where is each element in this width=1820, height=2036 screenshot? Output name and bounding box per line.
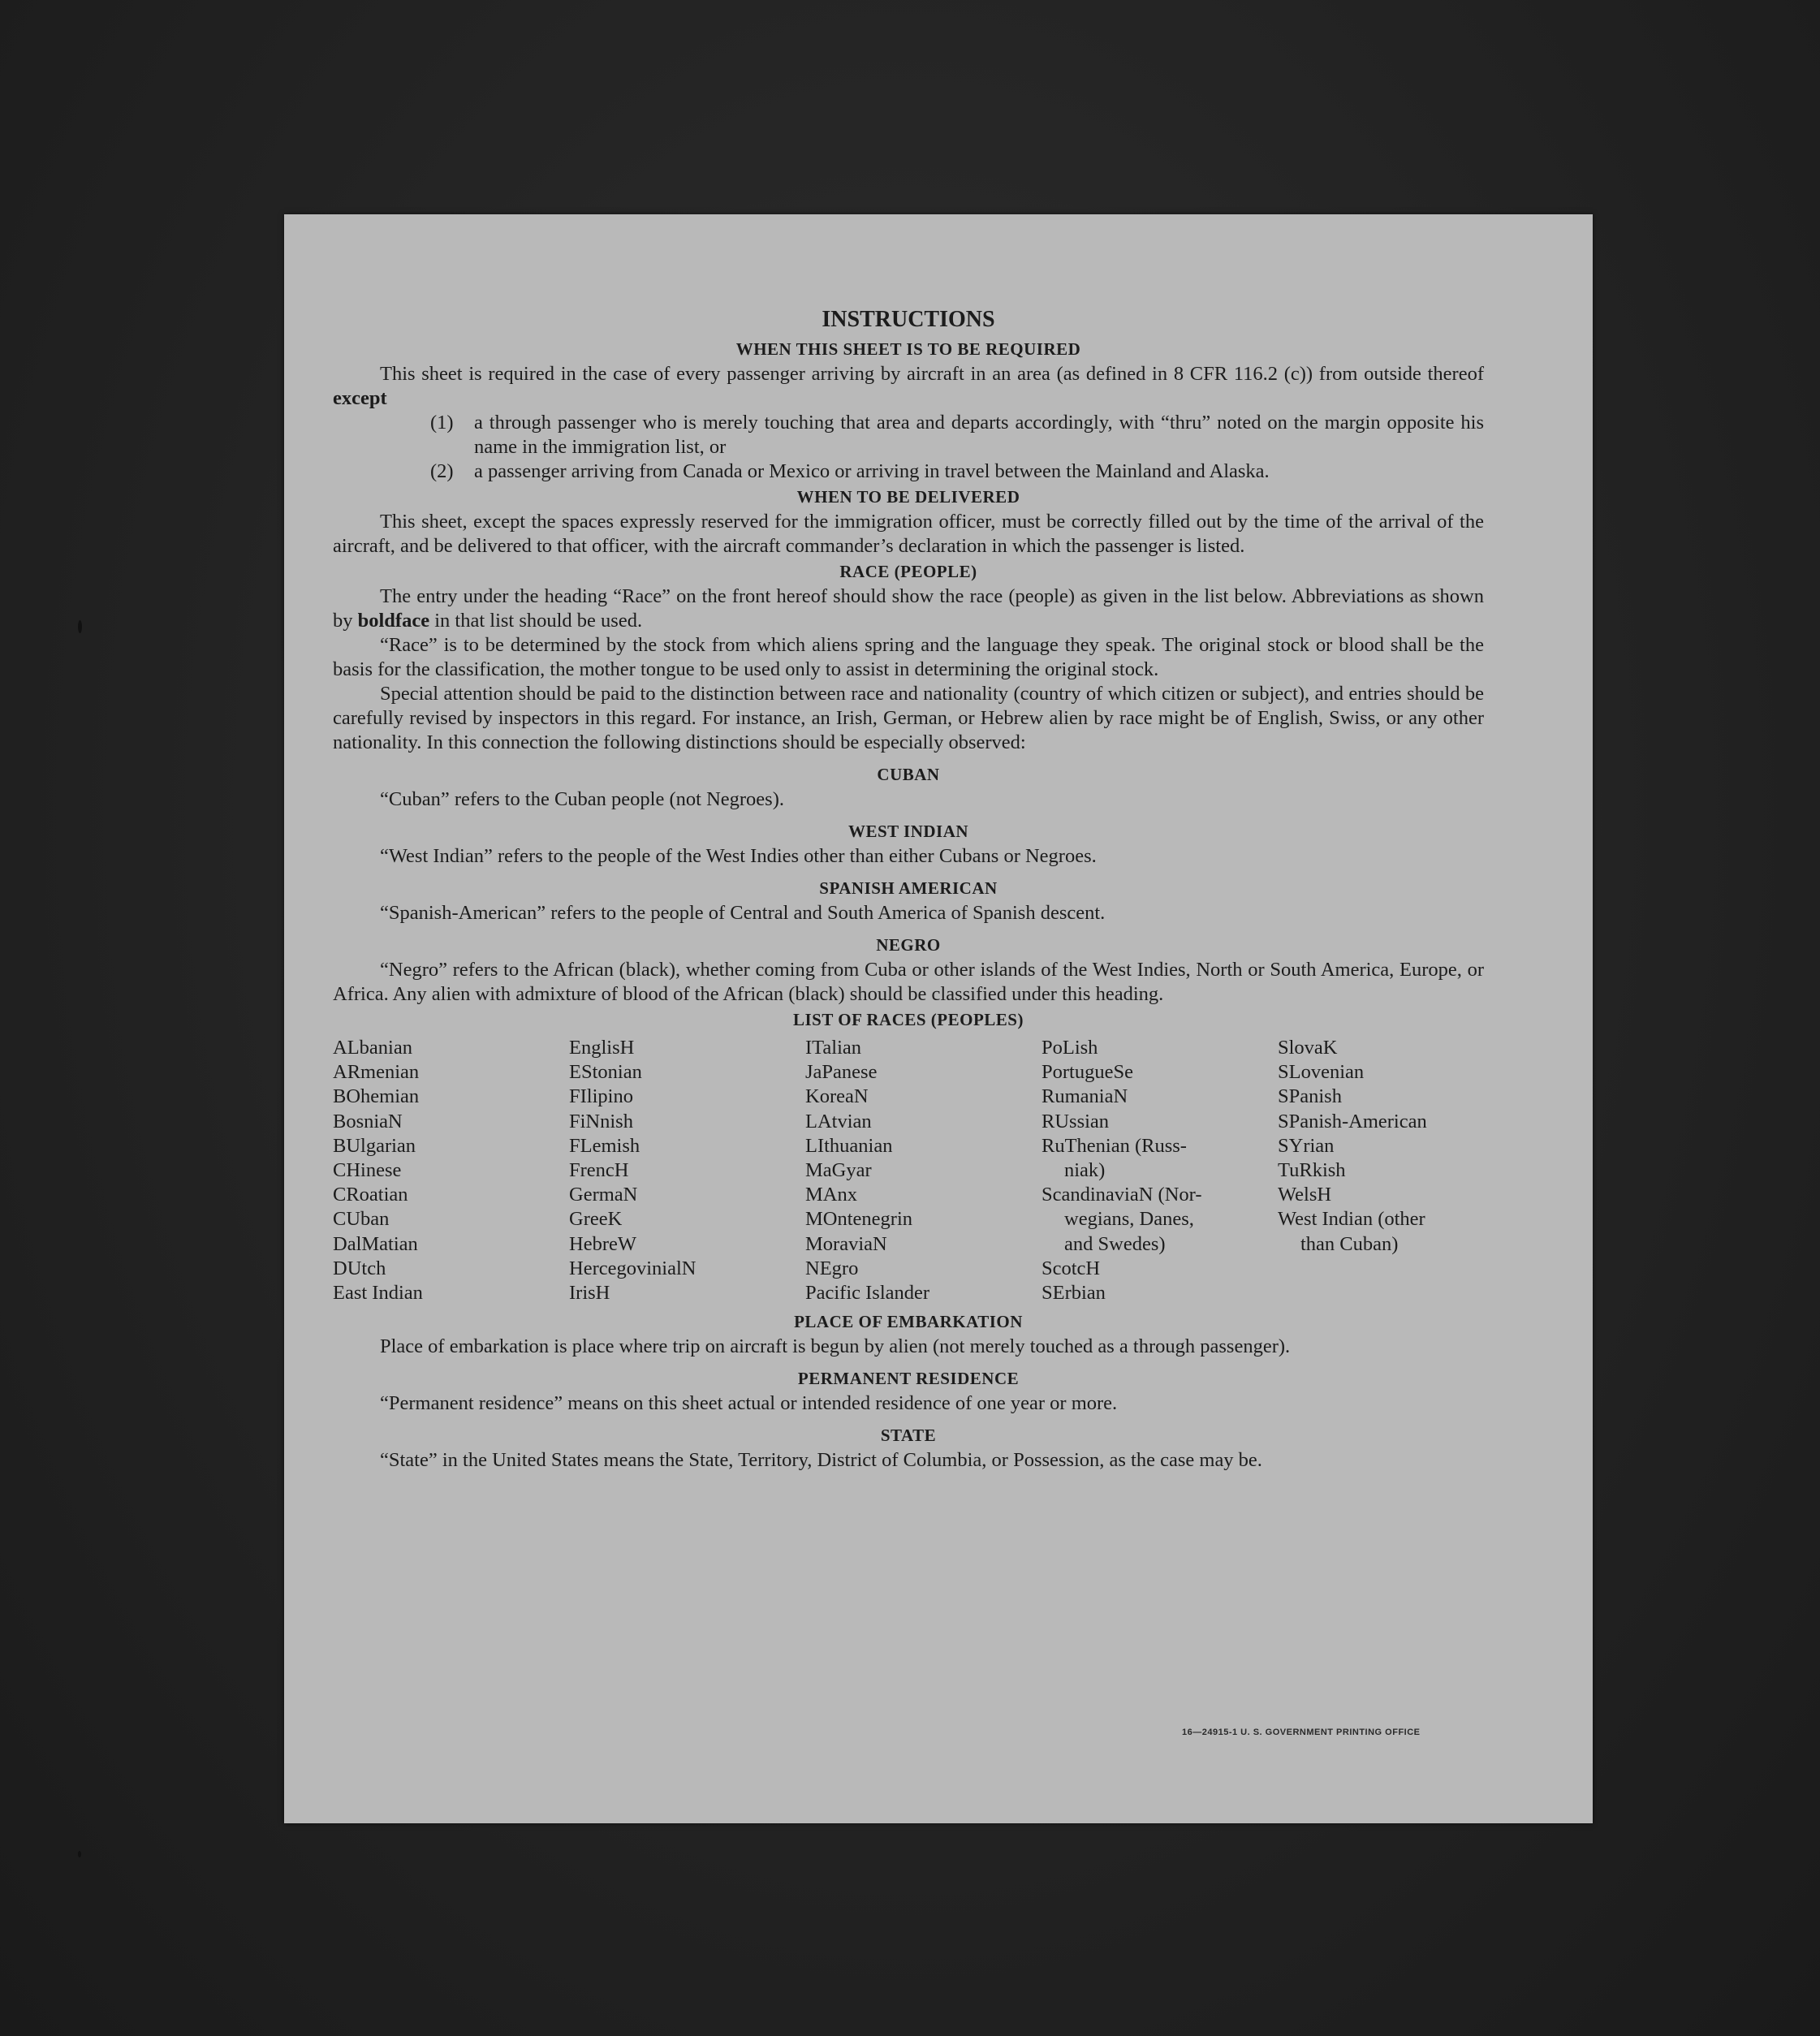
race-entry: DalMatian bbox=[333, 1232, 418, 1255]
section-heading-west-indian: WEST INDIAN bbox=[847, 822, 969, 841]
race-entry: RuThenian (Russ- bbox=[1042, 1134, 1187, 1157]
section-heading-residence: PERMANENT RESIDENCE bbox=[797, 1369, 1020, 1389]
section-heading-when-delivered: WHEN TO BE DELIVERED bbox=[796, 487, 1020, 507]
race-column-3 bbox=[805, 1036, 1042, 1305]
race-entry: SlovaK bbox=[1278, 1037, 1338, 1059]
race-entry: GreeK bbox=[569, 1208, 623, 1231]
embarkation-text: Place of embarkation is place where trip on aircraft is begun by alien (not merely touched as a through passenger). bbox=[380, 1335, 1291, 1358]
race-entry: PortugueSe bbox=[1042, 1061, 1133, 1084]
spanish-american-text: “Spanish-American” refers to the people of Central and South America of Spanish descent. bbox=[380, 902, 1106, 924]
race-entry: MoraviaN bbox=[805, 1232, 887, 1255]
race-entry: RUssian bbox=[1042, 1110, 1110, 1132]
list-item-number: (2) bbox=[430, 460, 454, 482]
scan-speck bbox=[78, 1851, 81, 1857]
race-entry: TuRkish bbox=[1278, 1159, 1346, 1182]
race-entry: KoreaN bbox=[805, 1085, 869, 1108]
section-heading-list-of-races: LIST OF RACES (PEOPLES) bbox=[793, 1010, 1024, 1029]
west-indian-text: “West Indian” refers to the people of the West Indies other than either Cubans or Negroes. bbox=[380, 845, 1097, 867]
when-required-intro bbox=[333, 362, 1484, 411]
race-entry: PoLish bbox=[1042, 1037, 1098, 1059]
race-entry: CUban bbox=[333, 1208, 390, 1231]
list-item-number: (1) bbox=[430, 412, 454, 434]
instruction-sheet bbox=[284, 214, 1593, 1823]
section-heading-cuban: CUBAN bbox=[877, 765, 940, 784]
race-entry: MOntenegrin bbox=[805, 1208, 912, 1231]
negro-text: “Negro” refers to the African (black), whether coming from Cuba or other islands of the West Indies, North or South America, Europe, or Africa. Any alien with admixture of blood of the African (black) should be classified under this heading. bbox=[333, 959, 1484, 1005]
race-entry-continuation: niak) bbox=[1064, 1159, 1106, 1182]
race-entry: MAnx bbox=[805, 1184, 857, 1206]
race-p1-bold: boldface bbox=[357, 610, 430, 632]
race-entry: GermaN bbox=[569, 1184, 638, 1206]
race-entry: BUlgarian bbox=[333, 1134, 416, 1157]
section-heading-negro: NEGRO bbox=[876, 935, 941, 955]
race-entry: FIlipino bbox=[569, 1085, 633, 1108]
race-entry: LIthuanian bbox=[805, 1134, 893, 1157]
race-entry: CHinese bbox=[333, 1159, 402, 1182]
race-entry: West Indian (other bbox=[1278, 1208, 1425, 1231]
race-p1-before: The entry under the heading “Race” on the front hereof should show the race (people) as given in the list below. Abbreviations as shown by bbox=[333, 585, 1484, 632]
race-entry: SPanish bbox=[1278, 1085, 1342, 1108]
race-column-4 bbox=[1042, 1036, 1278, 1305]
printing-office-code: 16—24915-1 U. S. GOVERNMENT PRINTING OFFICE bbox=[1182, 1728, 1421, 1737]
race-entry: SYrian bbox=[1278, 1134, 1335, 1157]
race-entry: RumaniaN bbox=[1042, 1085, 1128, 1108]
race-entry: ALbanian bbox=[333, 1037, 412, 1059]
race-column-2 bbox=[569, 1036, 805, 1305]
section-heading-embarkation: PLACE OF EMBARKATION bbox=[794, 1312, 1023, 1332]
when-delivered-text: This sheet, except the spaces expressly reserved for the immigration officer, must be correctly filled out by the time of the arrival of the aircraft, and be delivered to that officer, with the aircraft commander’s declaration in which the passenger is listed. bbox=[333, 511, 1484, 557]
race-p1-after: in that list should be used. bbox=[434, 610, 643, 632]
when-required-intro-text: This sheet is required in the case of every passenger arriving by aircraft in an area (as defined in 8 CFR 116.2 (c)) from outside thereof bbox=[380, 363, 1484, 385]
race-entry: FrencH bbox=[569, 1159, 629, 1182]
state-text: “State” in the United States means the State, Territory, District of Columbia, or Possession, as the case may be. bbox=[380, 1449, 1262, 1472]
race-entry: FLemish bbox=[569, 1134, 640, 1157]
race-entry-continuation: and Swedes) bbox=[1064, 1232, 1166, 1255]
list-item bbox=[333, 411, 1484, 459]
race-entry: Pacific Islander bbox=[805, 1282, 930, 1305]
list-item-text: a through passenger who is merely touching that area and departs accordingly, with “thru” noted on the margin opposite his name in the immigration list, or bbox=[474, 412, 1484, 458]
race-paragraph-3: Special attention should be paid to the distinction between race and nationality (country of which citizen or subject), and entries should be carefully revised by inspectors in this regard. For instance, an Irish, German, or Hebrew alien by race might be of English, Swiss, or any other nationality. In this connection the following distinctions should be especially observed: bbox=[333, 683, 1484, 753]
race-entry: ITalian bbox=[805, 1037, 862, 1059]
race-entry: HercegovinialN bbox=[569, 1257, 697, 1279]
race-entry: LAtvian bbox=[805, 1110, 872, 1132]
race-entry: NEgro bbox=[805, 1257, 859, 1279]
race-entry: FiNnish bbox=[569, 1110, 633, 1132]
race-entry-continuation: wegians, Danes, bbox=[1064, 1208, 1194, 1231]
race-entry: SLovenian bbox=[1278, 1061, 1365, 1084]
race-entry: MaGyar bbox=[805, 1159, 872, 1182]
list-item-text: a passenger arriving from Canada or Mexico or arriving in travel between the Mainland and Alaska. bbox=[474, 460, 1270, 482]
race-entry: ScandinaviaN (Nor- bbox=[1042, 1184, 1202, 1206]
race-entry: BOhemian bbox=[333, 1085, 420, 1108]
race-entry: WelsH bbox=[1278, 1184, 1332, 1206]
race-entry: IrisH bbox=[569, 1282, 610, 1305]
race-column-1 bbox=[333, 1036, 569, 1305]
race-entry: ScotcH bbox=[1042, 1257, 1101, 1279]
race-list bbox=[333, 1036, 1484, 1305]
race-entry: ARmenian bbox=[333, 1061, 420, 1084]
race-entry: BosniaN bbox=[333, 1110, 403, 1132]
race-entry: EStonian bbox=[569, 1061, 642, 1084]
race-entry: CRoatian bbox=[333, 1184, 408, 1206]
race-column-5 bbox=[1278, 1036, 1514, 1305]
race-entry: East Indian bbox=[333, 1282, 423, 1305]
race-entry: JaPanese bbox=[805, 1061, 878, 1084]
section-heading-state: STATE bbox=[880, 1426, 937, 1446]
race-paragraph-2: “Race” is to be determined by the stock from which aliens spring and the language they speak. The original stock or blood shall be the basis for the classification, the mother tongue to be used only to assist in determining the original stock. bbox=[333, 634, 1484, 680]
race-paragraph-1 bbox=[333, 584, 1484, 633]
race-entry-continuation: than Cuban) bbox=[1300, 1232, 1399, 1255]
cuban-text: “Cuban” refers to the Cuban people (not Negroes). bbox=[380, 788, 784, 810]
section-heading-when-required: WHEN THIS SHEET IS TO BE REQUIRED bbox=[735, 339, 1081, 359]
section-heading-spanish-american: SPANISH AMERICAN bbox=[819, 878, 998, 898]
when-required-intro-bold: except bbox=[333, 387, 387, 409]
race-entry: EnglisH bbox=[569, 1037, 635, 1059]
section-heading-race: RACE (PEOPLE) bbox=[839, 562, 977, 581]
race-entry: DUtch bbox=[333, 1257, 386, 1279]
list-item bbox=[333, 459, 1484, 484]
page-title: INSTRUCTIONS bbox=[822, 307, 995, 332]
sheet-content bbox=[333, 304, 1484, 1473]
scan-speck bbox=[78, 620, 82, 633]
race-entry: HebreW bbox=[569, 1232, 636, 1255]
race-entry: SPanish-American bbox=[1278, 1110, 1427, 1132]
residence-text: “Permanent residence” means on this sheet actual or intended residence of one year or more. bbox=[380, 1392, 1118, 1415]
race-entry: SErbian bbox=[1042, 1282, 1106, 1305]
